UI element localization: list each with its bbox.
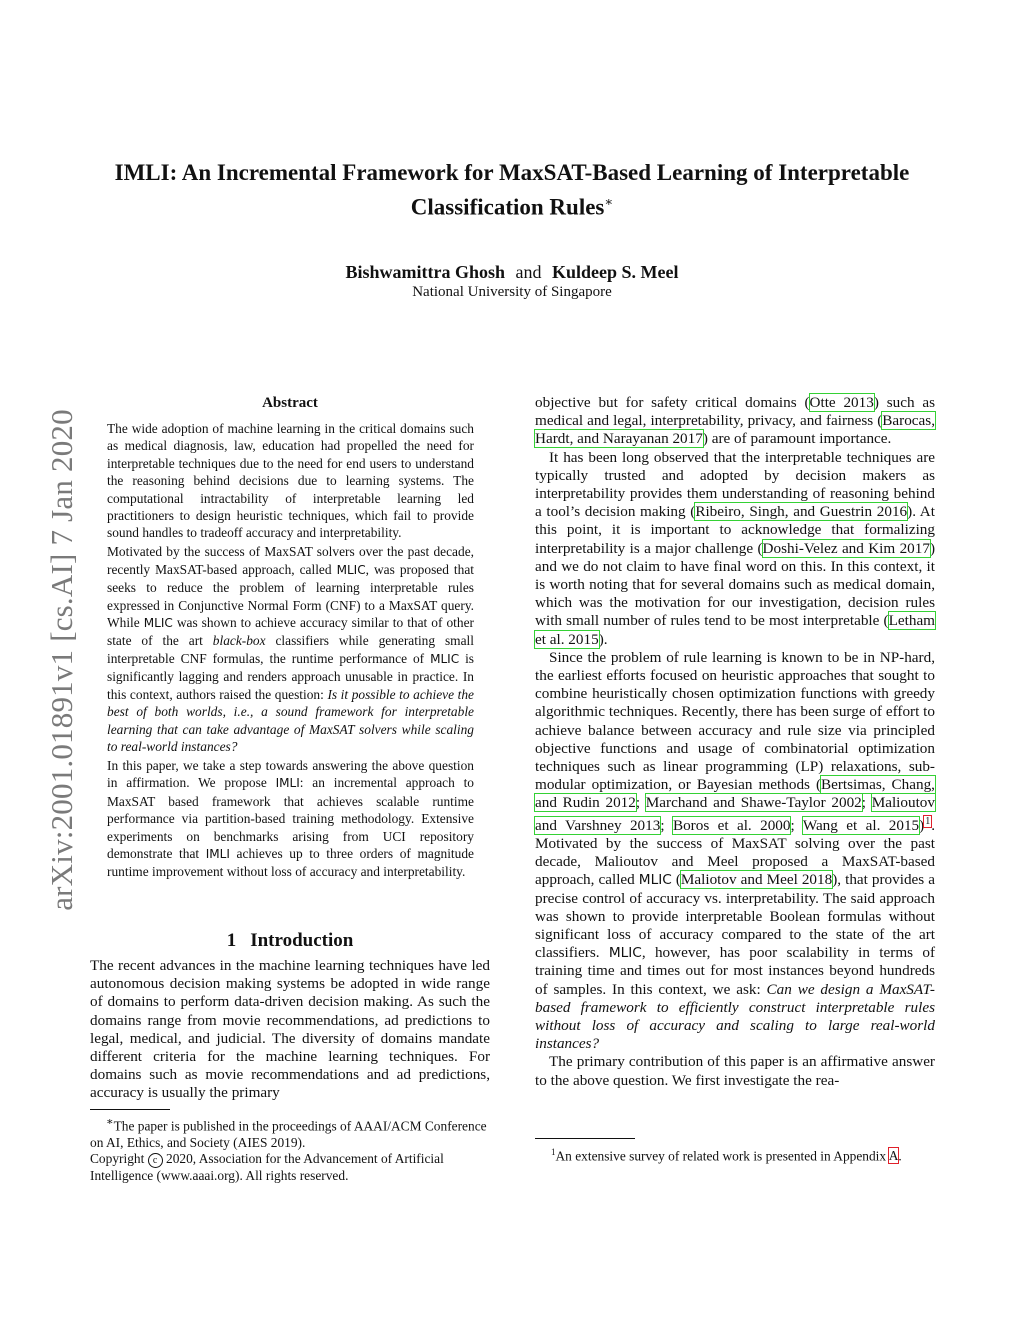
citation-link[interactable]: Ribeiro, Singh, and Guestrin 2016 <box>695 503 908 521</box>
citation-link[interactable]: Letham et al. 2015 <box>535 612 935 648</box>
author-line <box>60 261 964 283</box>
author-conjunction: and <box>515 262 542 282</box>
author-2: Kuldeep S. Meel <box>552 262 679 282</box>
appendix-link[interactable]: A <box>888 1148 899 1164</box>
footnote-rule <box>90 1109 170 1110</box>
section-heading: 1 Introduction <box>226 930 354 951</box>
citation-link[interactable]: Malioutov and Varshney 2013 <box>535 794 935 834</box>
paragraph: objective but for safety critical domains (Otte 2013) such as medical and legal, interpretability, privacy, and fairness (Barocas, Hardt, and Narayanan 2017) are of paramount importance. <box>535 394 935 448</box>
abstract-heading: Abstract <box>262 395 318 411</box>
title-line-1: IMLI: An Incremental Framework for MaxSAT-Based Learning of Interpretable <box>114 160 910 185</box>
footnote-1: ∗The paper is published in the proceedings of AAAI/ACM Conference on AI, Ethics, and Society (AIES 2019). <box>90 1116 487 1150</box>
copyright-icon: c <box>148 1153 163 1168</box>
title-footnote-marker: ∗ <box>604 194 614 209</box>
paragraph: Since the problem of rule learning is known to be in NP-hard, the earliest efforts focused on heuristic approaches that sought to combine heuristically chosen optimization functions with greedy algorithmic techniques. Recently, there has been surge of effort to achieve balance between accuracy and rule size via principled objective functions and usage of combinatorial optimization techniques such as linear programming (LP) relaxations, sub-modular optimization, or Bayesian methods (Bertsimas, Chang, and Rudin 2012; Marchand and Shawe-Taylor 2002; Malioutov and Varshney 2013; Boros et al. 2000; Wang et al. 2015)$^1$. Motivated by the success of MaxSAT solving over the past decade, Malioutov and Meel proposed a MaxSAT-based approach, called MLIC (Maliotov and Meel 2018), that provides a precise control of accuracy vs. interpretability. The said approach was shown to provide interpretable Boolean formulas without significant loss of accuracy compared to the state of the art classifiers. MLIC, however, has poor scalability in terms of training time and times out for most instances beyond hundreds of samples. In this context, we ask: Can we design a MaxSAT-based framework to efficiently construct interpretable rules without loss of accuracy and scaling to large real-world instances? <box>535 648 936 1053</box>
paragraph: The primary contribution of this paper is an affirmative answer to the above question. We first investigate the rea- <box>535 1053 935 1089</box>
paragraph: It has been long observed that the interpretable techniques are typically trusted and adopted by decision makers as interpretability provides them understanding of reasoning behind a tool’s decision making (Ribeiro, Singh, and Guestrin 2016). At this point, it is important to acknowledge that formalizing interpretability is a major challenge (Doshi-Velez and Kim 2017) and we do not claim to have final word on this. In this context, it is worth noting that for several domains such as medical domain, which was the motivation for our investigation, decision rules with small number of rules tend to be most interpretable (Letham et al. 2015). <box>535 448 936 648</box>
affiliation: National University of Singapore <box>412 284 612 300</box>
footnotes-left <box>90 1114 490 1184</box>
copyright-notice: Copyright c 2020, Association for the Advancement of Artificial Intelligence (www.aaai.org). All rights reserved. <box>90 1151 444 1183</box>
citation-link[interactable]: Bertsimas, Chang, and Rudin 2012 <box>535 776 935 812</box>
intro-paragraph: The recent advances in the machine learning techniques have led autonomous decision making systems be adopted in wide range of domains to perform data-driven decision making. As such the domains range from movie recommendations, ad predictions to legal, medical, and judicial. The diversity of domains mandate different criteria for the machine learning techniques. For domains such as movie recommendations and ad predictions, accuracy is usually the primary <box>90 957 490 1102</box>
author-1: Bishwamittra Ghosh <box>345 262 506 282</box>
footnote-2: $^1$An extensive survey of related work is presented in Appendix A. <box>551 1147 902 1164</box>
abstract-paragraph: In this paper, we take a step towards answering the above question in affirmation. We propose IMLI: an incremental approach to MaxSAT based framework that achieves scalable runtime performance via partition-based training methodology. Extensive experiments on benchmarks arising from UCI repository demonstrate that IMLI achieves up to three orders of magnitude runtime improvement without loss of accuracy and interpretability. <box>107 757 474 880</box>
abstract-paragraph: Motivated by the success of MaxSAT solvers over the past decade, recently MaxSAT-based approach, called MLIC, was proposed that seeks to reduce the problem of learning interpretable rules expressed in Conjunctive Normal Form (CNF) to a MaxSAT query. While MLIC was shown to achieve accuracy similar to that of other state of the art black-box classifiers while generating small interpretable CNF formulas, the runtime performance of MLIC is significantly lagging and renders approach unusable in practice. In this context, authors raised the question: Is it possible to achieve the best of both worlds, i.e., a sound framework for interpretable learning that can take advantage of MaxSAT solvers while scaling to real-world instances? <box>107 544 475 754</box>
arxiv-identifier: arXiv:2001.01891v1 [cs.AI] 7 Jan 2020 <box>44 409 79 911</box>
abstract-body <box>107 420 474 882</box>
citation-link[interactable]: Wang et al. 2015 <box>802 816 920 834</box>
citation-link[interactable]: Boros et al. 2000 <box>672 816 791 834</box>
citation-link[interactable]: Barocas, Hardt, and Narayanan 2017 <box>535 412 935 448</box>
abstract-paragraph: The wide adoption of machine learning in the critical domains such as medical diagnosis, law, education had propelled the need for interpretable techniques due to the need for end users to understand the reasoning behind decisions due to learning systems. The computational intractability of interpretable learning led practitioners to design heuristic techniques, which fail to provide sound handles to tradeoff accuracy and interpretability. <box>107 421 474 541</box>
paper-title <box>60 158 964 222</box>
citation-link[interactable]: Maliotov and Meel 2018 <box>680 871 833 889</box>
footnote-ref-link[interactable]: 1 <box>925 815 931 827</box>
title-line-2: Classification Rules∗ <box>410 194 614 220</box>
citation-link[interactable]: Doshi-Velez and Kim 2017 <box>762 539 930 557</box>
footnote-rule <box>535 1138 635 1139</box>
right-column <box>535 394 935 1090</box>
citation-link[interactable]: Marchand and Shawe-Taylor 2002 <box>645 794 862 812</box>
citation-link[interactable]: Otte 2013 <box>809 394 874 411</box>
